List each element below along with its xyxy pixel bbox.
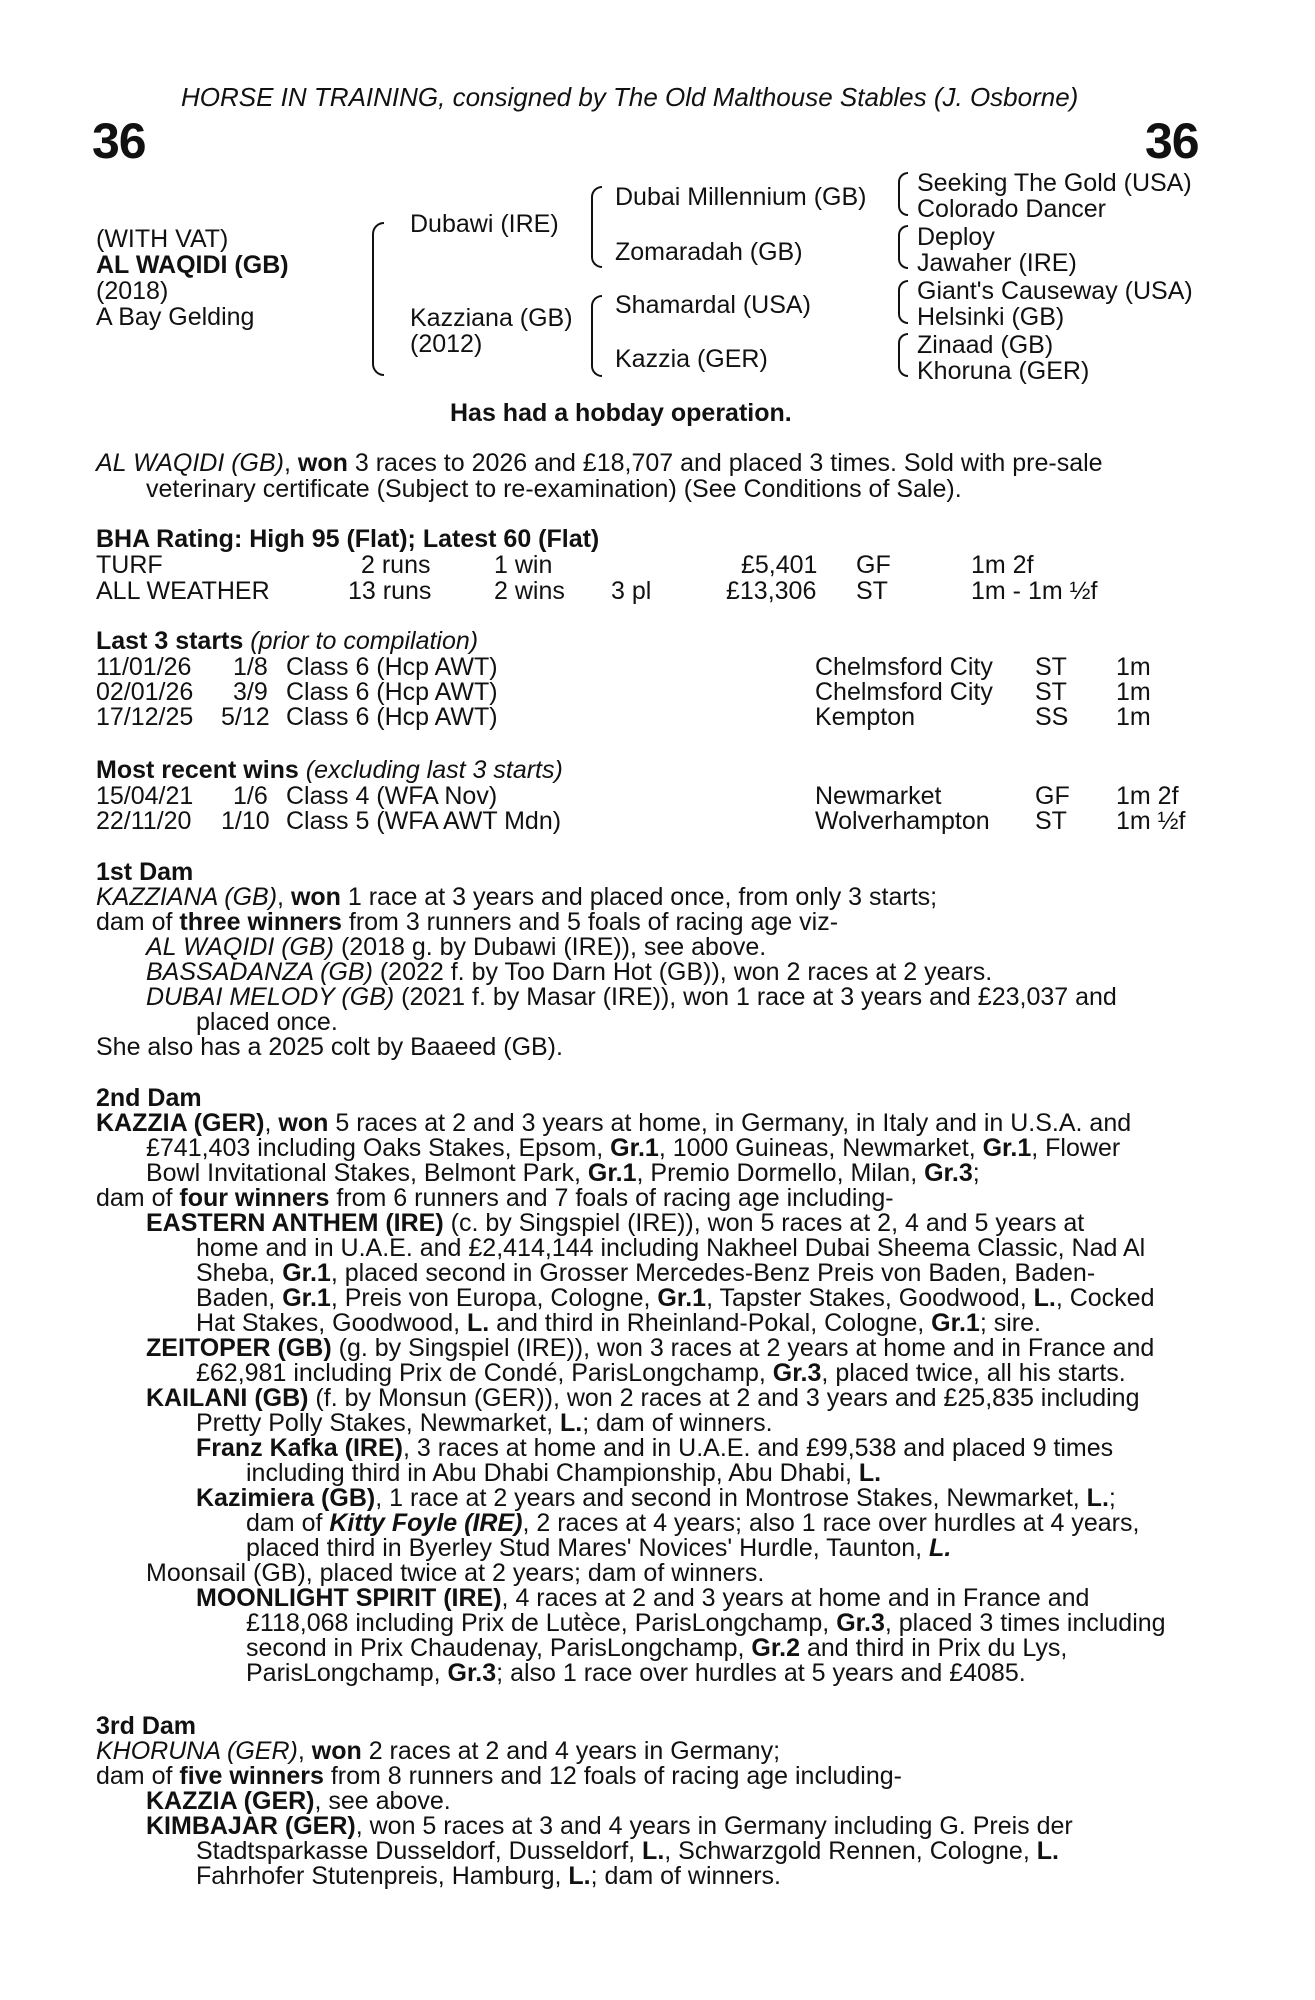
win-class: Class 5 (WFA AWT Mdn) xyxy=(286,807,562,835)
produce-entry: Moonsail (GB), placed twice at 2 years; dam of winners. xyxy=(146,1559,765,1587)
start-distance: 1m xyxy=(1116,678,1151,706)
start-position: 3/9 xyxy=(233,678,268,706)
great-grandsire-1: Seeking The Gold (USA) xyxy=(917,169,1192,197)
start-course: Chelmsford City xyxy=(815,678,993,706)
wins: 1 win xyxy=(494,551,553,579)
placed: 3 pl xyxy=(611,577,652,605)
pedigree-bracket-5 xyxy=(898,225,908,269)
win-distance: 1m 2f xyxy=(1116,782,1179,810)
summary-text-1: 3 races to 2026 and £18,707 and placed 3 times. Sold with pre-sale xyxy=(347,449,1103,477)
start-going: ST xyxy=(1035,678,1067,706)
great-grandsire-8: Khoruna (GER) xyxy=(917,357,1090,385)
start-going: SS xyxy=(1035,703,1069,731)
prize: £13,306 xyxy=(726,577,817,605)
great-grandsire-6: Helsinki (GB) xyxy=(917,303,1065,331)
going: GF xyxy=(856,551,891,579)
prize: £5,401 xyxy=(741,551,818,579)
great-grandsire-5: Giant's Causeway (USA) xyxy=(917,277,1193,305)
rating-heading: BHA Rating: High 95 (Flat); Latest 60 (Flat) xyxy=(96,525,600,553)
produce-entry: KIMBAJAR (GER), won 5 races at 3 and 4 years in Germany including G. Preis der xyxy=(146,1812,1073,1840)
win-position: 1/10 xyxy=(221,807,270,835)
great-grandsire-4: Jawaher (IRE) xyxy=(917,249,1077,277)
start-going: ST xyxy=(1035,653,1067,681)
produce-entry: DUBAI MELODY (GB) (2021 f. by Masar (IRE)), won 1 race at 3 years and £23,037 and xyxy=(146,983,1117,1011)
dam-year: (2012) xyxy=(410,330,483,358)
pedigree-bracket-4 xyxy=(898,172,908,216)
start-date: 11/01/26 xyxy=(96,653,192,681)
pedigree-bracket-2 xyxy=(591,186,602,268)
pedigree-bracket-6 xyxy=(898,280,908,324)
horse-name: AL WAQIDI (GB) xyxy=(96,251,289,279)
start-class: Class 6 (Hcp AWT) xyxy=(286,703,498,731)
produce-entry: BASSADANZA (GB) (2022 f. by Too Darn Hot (GB)), won 2 races at 2 years. xyxy=(146,958,993,986)
wins: 2 wins xyxy=(494,577,565,605)
vat-label: (WITH VAT) xyxy=(96,225,229,253)
grandsire-3: Shamardal (USA) xyxy=(615,291,811,319)
win-date: 15/04/21 xyxy=(96,782,194,810)
third-dam-heading: 3rd Dam xyxy=(96,1712,197,1740)
dam-name: Kazziana (GB) xyxy=(410,304,573,332)
last-starts-sub: (prior to compilation) xyxy=(243,627,479,655)
produce-entry: KAILANI (GB) (f. by Monsun (GER)), won 2 races at 2 and 3 years and £25,835 including xyxy=(146,1384,1140,1412)
great-grandsire-7: Zinaad (GB) xyxy=(917,331,1054,359)
pedigree-bracket-1 xyxy=(372,222,384,376)
second-dam-heading: 2nd Dam xyxy=(96,1084,202,1112)
grandsire-4: Kazzia (GER) xyxy=(615,345,768,373)
produce-entry: KAZZIA (GER), see above. xyxy=(146,1787,451,1815)
horse-description: A Bay Gelding xyxy=(96,303,255,331)
produce-entry: AL WAQIDI (GB) (2018 g. by Dubawi (IRE)), see above. xyxy=(146,933,767,961)
third-dam-name: KHORUNA (GER) xyxy=(96,1737,298,1765)
start-position: 5/12 xyxy=(221,703,270,731)
win-going: ST xyxy=(1035,807,1067,835)
start-course: Kempton xyxy=(815,703,916,731)
win-class: Class 4 (WFA Nov) xyxy=(286,782,498,810)
win-position: 1/6 xyxy=(233,782,268,810)
win-course: Wolverhampton xyxy=(815,807,990,835)
first-dam-name: KAZZIANA (GB) xyxy=(96,883,278,911)
distance: 1m - 1m ½f xyxy=(971,577,1098,605)
lot-number-left: 36 xyxy=(92,113,146,169)
produce-entry: Kazimiera (GB), 1 race at 2 years and second in Montrose Stakes, Newmarket, L.; xyxy=(196,1484,1116,1512)
summary-won: won xyxy=(297,449,348,477)
summary-horse-name: AL WAQIDI (GB) xyxy=(96,449,285,477)
produce-entry: ZEITOPER (GB) (g. by Singspiel (IRE)), won 3 races at 2 years at home and in France and xyxy=(146,1334,1155,1362)
grandsire-2: Zomaradah (GB) xyxy=(615,238,803,266)
start-distance: 1m xyxy=(1116,703,1151,731)
start-course: Chelmsford City xyxy=(815,653,993,681)
great-grandsire-2: Colorado Dancer xyxy=(917,195,1106,223)
second-dam-name: KAZZIA (GER) xyxy=(96,1109,265,1137)
start-class: Class 6 (Hcp AWT) xyxy=(286,653,498,681)
pedigree-bracket-3 xyxy=(591,295,602,377)
start-date: 02/01/26 xyxy=(96,678,194,706)
win-date: 22/11/20 xyxy=(96,807,192,835)
win-course: Newmarket xyxy=(815,782,942,810)
produce-entry: Franz Kafka (IRE), 3 races at home and in U.A.E. and £99,538 and placed 9 times xyxy=(196,1434,1114,1462)
grandsire-1: Dubai Millennium (GB) xyxy=(615,183,867,211)
produce-entry: MOONLIGHT SPIRIT (IRE), 4 races at 2 and 3 years at home and in France and xyxy=(196,1584,1090,1612)
pedigree-bracket-7 xyxy=(898,333,908,377)
produce-entry: EASTERN ANTHEM (IRE) (c. by Singspiel (IRE)), won 5 races at 2, 4 and 5 years at xyxy=(146,1209,1085,1237)
last-starts-heading: Last 3 starts xyxy=(96,627,244,655)
great-grandsire-3: Deploy xyxy=(917,223,995,251)
start-position: 1/8 xyxy=(233,653,268,681)
horse-year: (2018) xyxy=(96,277,169,305)
sire-name: Dubawi (IRE) xyxy=(410,210,559,238)
distance: 1m 2f xyxy=(971,551,1034,579)
runs: 13 runs xyxy=(348,577,432,605)
start-date: 17/12/25 xyxy=(96,703,194,731)
going: ST xyxy=(856,577,888,605)
start-class: Class 6 (Hcp AWT) xyxy=(286,678,498,706)
recent-wins-sub: (excluding last 3 starts) xyxy=(298,756,563,784)
surface: ALL WEATHER xyxy=(96,577,270,605)
recent-wins-heading: Most recent wins xyxy=(96,756,299,784)
win-going: GF xyxy=(1035,782,1070,810)
runs: 2 runs xyxy=(361,551,431,579)
first-dam-note: She also has a 2025 colt by Baaeed (GB). xyxy=(96,1033,563,1061)
surface: TURF xyxy=(96,551,163,579)
consignor-title: HORSE IN TRAINING, consigned by The Old Malthouse Stables (J. Osborne) xyxy=(181,82,1079,112)
summary-text-2: veterinary certificate (Subject to re-examination) (See Conditions of Sale). xyxy=(146,475,962,503)
lot-number-right: 36 xyxy=(1145,113,1199,169)
start-distance: 1m xyxy=(1116,653,1151,681)
win-distance: 1m ½f xyxy=(1116,807,1186,835)
hobday-note: Has had a hobday operation. xyxy=(450,399,792,427)
first-dam-heading: 1st Dam xyxy=(96,858,194,886)
